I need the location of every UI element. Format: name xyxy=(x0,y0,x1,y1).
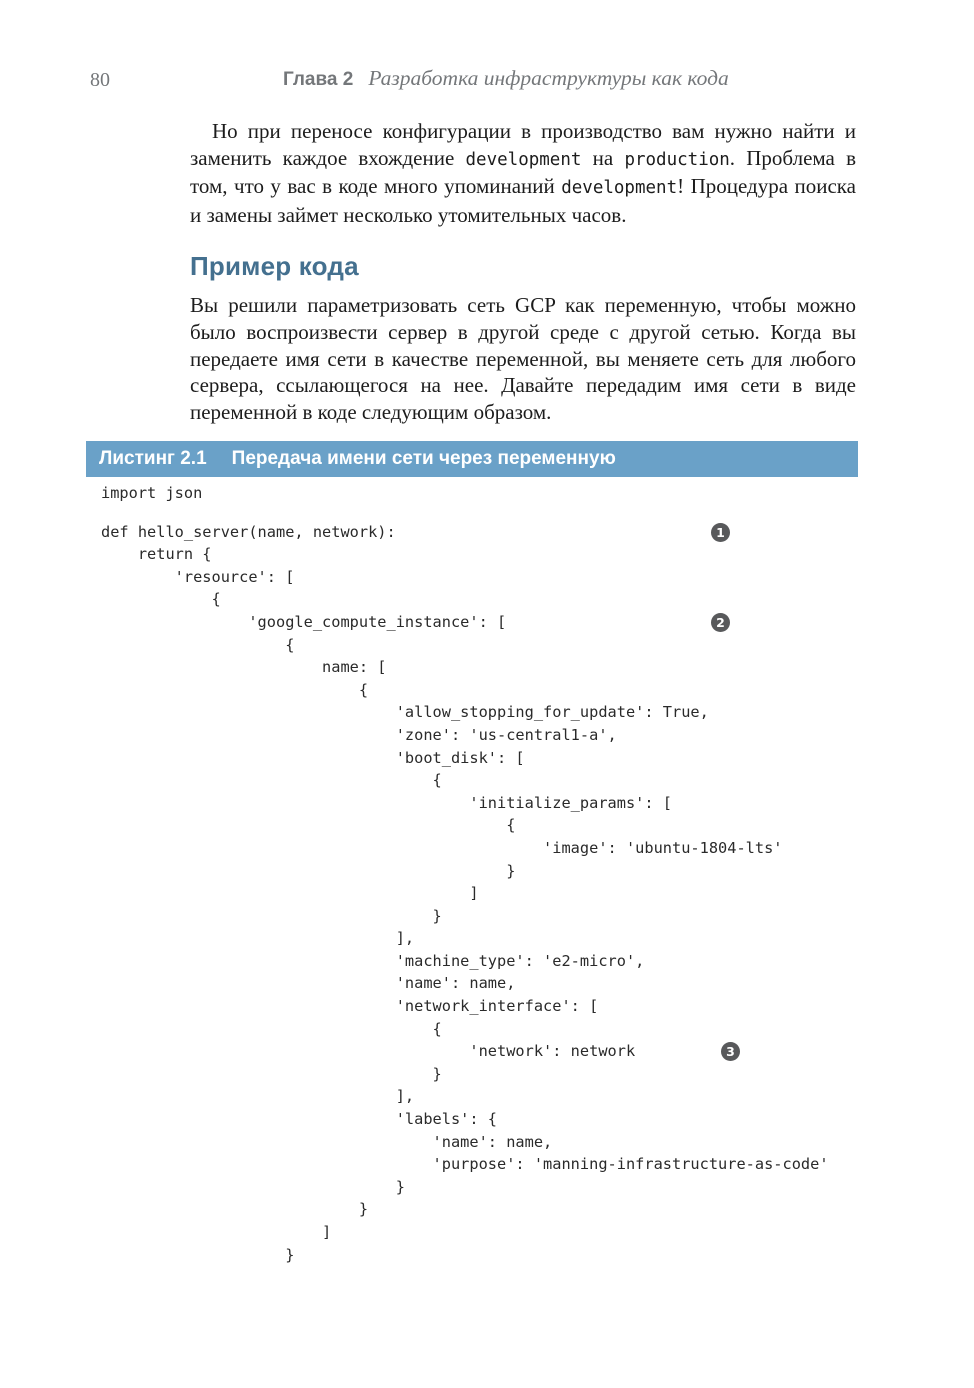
code-text: { xyxy=(101,771,442,790)
code-text: 'machine_type': 'e2-micro', xyxy=(101,951,645,970)
code-line xyxy=(101,882,891,905)
code-text: 'name': name, xyxy=(101,974,516,993)
body-text-segment: Но при переносе конфигурации в производство вам нужно найти и заменить каждое вхождение xyxy=(190,119,856,170)
code-text: 'image': 'ubuntu-1804-lts' xyxy=(101,838,783,857)
code-text: { xyxy=(101,635,295,654)
inline-code: development xyxy=(465,149,582,170)
section-heading: Пример кода xyxy=(190,251,359,282)
code-text: 'labels': { xyxy=(101,1110,498,1129)
code-line xyxy=(101,995,891,1018)
code-line xyxy=(101,724,891,747)
listing-header-bar xyxy=(86,441,858,477)
code-line xyxy=(101,1085,891,1108)
code-text: 'resource': [ xyxy=(101,567,295,586)
intro-paragraph xyxy=(190,118,856,228)
code-line xyxy=(101,1018,891,1041)
code-text: 'initialize_params': [ xyxy=(101,793,672,812)
code-text: } xyxy=(101,1177,405,1196)
inline-code: production xyxy=(624,149,730,170)
body-column xyxy=(190,118,856,425)
code-text: } xyxy=(101,1200,369,1219)
code-text: ] xyxy=(101,1223,332,1241)
body-text-segment: Вы решили параметризовать сеть GCP как переменную, чтобы можно было воспроизвести сервер в другой среде с другой сетью. Когда вы передаете имя сети в качестве переменной, вы меняете сеть для любого сервера, ссылающегося на нее. Давайте передадим имя сети в виде переменной в коде следующим образом. xyxy=(190,293,856,424)
code-line xyxy=(101,1221,891,1244)
example-paragraph xyxy=(190,292,856,425)
listing-label: Листинг 2.1 xyxy=(99,448,207,469)
body-text-segment: на xyxy=(581,145,625,170)
inline-code: development xyxy=(561,178,678,199)
code-text: return { xyxy=(101,545,212,564)
callout-2-icon: 2 xyxy=(711,613,730,632)
code-line xyxy=(101,679,891,702)
code-text: 'network': network xyxy=(101,1042,636,1061)
code-line xyxy=(101,1131,891,1154)
callout-3-icon: 3 xyxy=(721,1042,740,1061)
code-line xyxy=(101,927,891,950)
code-text: { xyxy=(101,1019,442,1038)
code-line xyxy=(101,521,891,544)
code-line xyxy=(101,566,891,589)
code-line xyxy=(101,1176,891,1199)
code-line xyxy=(101,837,891,860)
code-text: ], xyxy=(101,929,415,948)
code-line xyxy=(101,950,891,973)
code-line xyxy=(101,1063,891,1086)
code-text: } xyxy=(101,1064,442,1083)
chapter-title: Разработка инфраструктуры как кода xyxy=(368,66,729,90)
code-text: { xyxy=(101,590,221,609)
code-line xyxy=(101,1244,891,1267)
running-header xyxy=(0,66,974,96)
code-line xyxy=(101,634,891,657)
code-text: ] xyxy=(101,884,479,903)
code-text: } xyxy=(101,861,516,880)
code-line xyxy=(101,1108,891,1131)
body-text-segment: ! Процедура поиска и замены займет несколько утомительных часов. xyxy=(190,174,857,227)
code-text: import json xyxy=(101,484,203,502)
code-text: 'allow_stopping_for_update': True, xyxy=(101,703,709,722)
code-line xyxy=(101,1040,891,1063)
code-text: ], xyxy=(101,1087,415,1106)
code-line xyxy=(101,860,891,883)
code-line xyxy=(101,588,891,611)
code-line xyxy=(101,792,891,815)
chapter-label: Глава 2 xyxy=(283,69,354,90)
code-text: name: [ xyxy=(101,658,387,677)
code-text: 'name': name, xyxy=(101,1132,553,1151)
code-text: 'network_interface': [ xyxy=(101,997,599,1016)
code-line xyxy=(101,747,891,770)
code-line xyxy=(101,972,891,995)
code-text: 'boot_disk': [ xyxy=(101,748,525,767)
code-line xyxy=(101,543,891,566)
callout-1-icon: 1 xyxy=(711,523,730,542)
code-line xyxy=(101,1153,891,1176)
code-line xyxy=(101,1198,891,1221)
code-text: def hello_server(name, network): xyxy=(101,522,396,541)
code-text: } xyxy=(101,1245,295,1264)
listing-title: Передача имени сети через переменную xyxy=(231,448,616,469)
code-text: { xyxy=(101,816,516,835)
code-line xyxy=(101,814,891,837)
code-line xyxy=(101,611,891,634)
code-line xyxy=(101,701,891,724)
body-text-segment: . Проблема в том, что у вас в коде много упоминаний xyxy=(190,145,857,199)
code-listing xyxy=(101,482,891,1266)
code-line xyxy=(101,505,891,521)
code-line xyxy=(101,905,891,928)
code-text: 'google_compute_instance': [ xyxy=(101,612,507,631)
code-text: 'zone': 'us-central1-a', xyxy=(101,725,617,744)
page-number: 80 xyxy=(90,69,110,91)
code-line xyxy=(101,769,891,792)
code-text: 'purpose': 'manning-infrastructure-as-code' xyxy=(101,1155,829,1174)
code-text: } xyxy=(101,906,442,925)
code-text: { xyxy=(101,680,369,699)
code-line xyxy=(101,482,891,505)
chapter-heading xyxy=(283,66,729,91)
code-line xyxy=(101,656,891,679)
